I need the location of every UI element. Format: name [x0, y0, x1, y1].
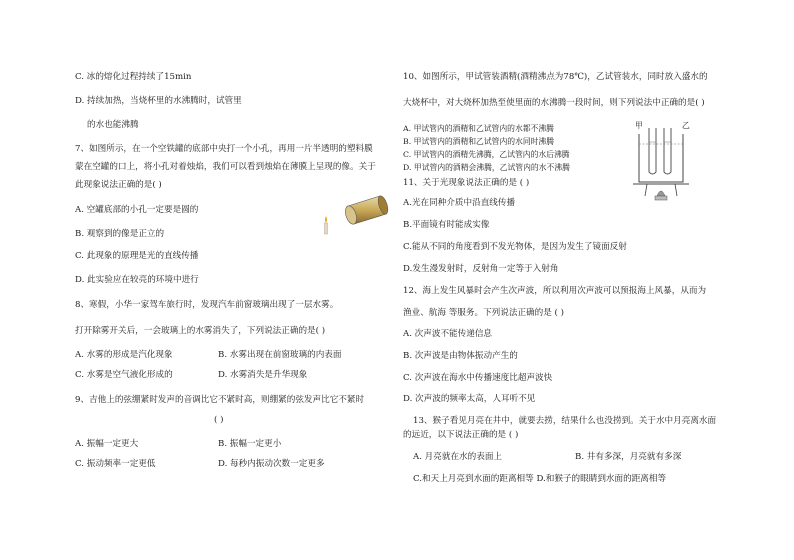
q7-stem-line2: 蒙在空罐的口上，将小孔对着烛焰，我们可以看到烛焰在薄膜上呈现的像。关于	[75, 162, 376, 172]
q8-option-d: D. 水雾消失是升华现象	[218, 370, 308, 380]
q9-option-c: C. 振动频率一定更低	[75, 459, 156, 469]
figure-label-yi: 乙	[682, 121, 690, 130]
q13-stem-line1: 13、猴子看见月亮在井中，就要去捞，结果什么也没捞到。关于水中月亮离水面	[413, 416, 717, 426]
q8-stem-line2: 打开除雾开关后，一会玻璃上的水雾消失了，下列说法正确的是( )	[75, 326, 326, 336]
q6-option-d-line1: D. 持续加热，当烧杯里的水沸腾时，试管里	[75, 96, 242, 106]
beaker-test-tubes-figure	[633, 122, 695, 202]
q12-option-c: C. 次声波在海水中传播速度比超声波快	[403, 373, 553, 383]
q8-stem-line1: 8、寒假，小华一家驾车旅行时，发现汽车前窗玻璃出现了一层水雾。	[75, 300, 339, 310]
q9-option-a: A. 振幅一定更大	[75, 439, 139, 449]
q10-option-b: B. 甲试管内的酒精和乙试管内的水同时沸腾	[403, 137, 555, 146]
q7-option-d: D. 此实验应在较亮的环境中进行	[75, 275, 199, 285]
q11-option-d: D.发生漫发射时，反射角一定等于入射角	[403, 264, 559, 274]
q12-option-a: A. 次声波不能传递信息	[403, 329, 493, 339]
q9-stem-line2: ( )	[214, 415, 224, 425]
q8-option-c: C. 水雾是空气液化形成的	[75, 370, 173, 380]
q10-stem-line1: 10、如图所示，甲试管装酒精(酒精沸点为78℃)，乙试管装水，同时放入盛水的	[403, 72, 708, 82]
q9-option-b: B. 振幅一定更小	[218, 439, 282, 449]
pinhole-can-figure	[318, 192, 390, 238]
q10-option-d: D. 甲试管内的酒精会沸腾，乙试管内的水不沸腾	[403, 163, 570, 172]
q9-stem-line1: 9、吉他上的弦绷紧时发声的音调比它不紧时高，则绷紧的弦发声比它不紧时	[75, 395, 365, 405]
q7-stem-line3: 此现象说法正确的是( )	[75, 180, 162, 190]
q12-option-b: B. 次声波是由物体振动产生的	[403, 351, 518, 361]
q12-stem-line2: 渔业、航海 等服务。下列说法正确的是 ( )	[403, 308, 564, 318]
q8-option-b: B. 水雾出现在前窗玻璃的内表面	[218, 350, 342, 360]
q10-stem-line2: 大烧杯中，对大烧杯加热至使里面的水沸腾一段时间，则下列说法中正确的是( )	[403, 98, 705, 108]
q11-option-b: B.平面镜有时能成实像	[403, 220, 490, 230]
q11-option-a: A.光在同种介质中沿直线传播	[403, 198, 516, 208]
q7-option-b: B. 观察到的像是正立的	[75, 229, 165, 239]
q13-option-cd: C.和天上月亮到水面的距离相等 D.和猴子的眼睛到水面的距离相等	[413, 474, 667, 484]
q13-option-a: A. 月亮就在水的表面上	[413, 452, 503, 462]
q7-option-a: A. 空罐底部的小孔一定要是圆的	[75, 205, 199, 215]
q13-stem-line2: 的远近，以下说法正确的是 ( )	[403, 430, 519, 440]
q7-option-c: C. 此现象的原理是光的直线传播	[75, 251, 199, 261]
q10-option-c: C. 甲试管内的酒精先沸腾，乙试管内的水后沸腾	[403, 150, 570, 159]
q6-option-c: C. 冰的熔化过程持续了15min	[75, 72, 192, 82]
q8-option-a: A. 水雾的形成是汽化现象	[75, 350, 173, 360]
q6-option-d-line2: 的水也能沸腾	[87, 120, 139, 130]
q12-option-d: D. 次声波的频率太高，人耳听不见	[403, 394, 536, 404]
q11-stem: 11、关于光现象说法正确的是 ( )	[403, 178, 530, 188]
figure-label-jia: 甲	[635, 121, 643, 130]
q10-option-a: A. 甲试管内的酒精和乙试管内的水都不沸腾	[403, 124, 554, 133]
q7-stem-line1: 7、如图所示，在一个空铁罐的底部中央打一个小孔，再用一片半透明的塑料膜	[75, 144, 373, 154]
q12-stem-line1: 12、海上发生风暴时会产生次声波，所以利用次声波可以预报海上风暴，从而为	[403, 286, 707, 296]
q11-option-c: C.能从不同的角度看到不发光物体，是因为发生了镜面反射	[403, 242, 627, 252]
q9-option-d: D. 每秒内振动次数一定更多	[218, 459, 325, 469]
q13-option-b: B. 井有多深，月亮就有多深	[575, 452, 682, 462]
